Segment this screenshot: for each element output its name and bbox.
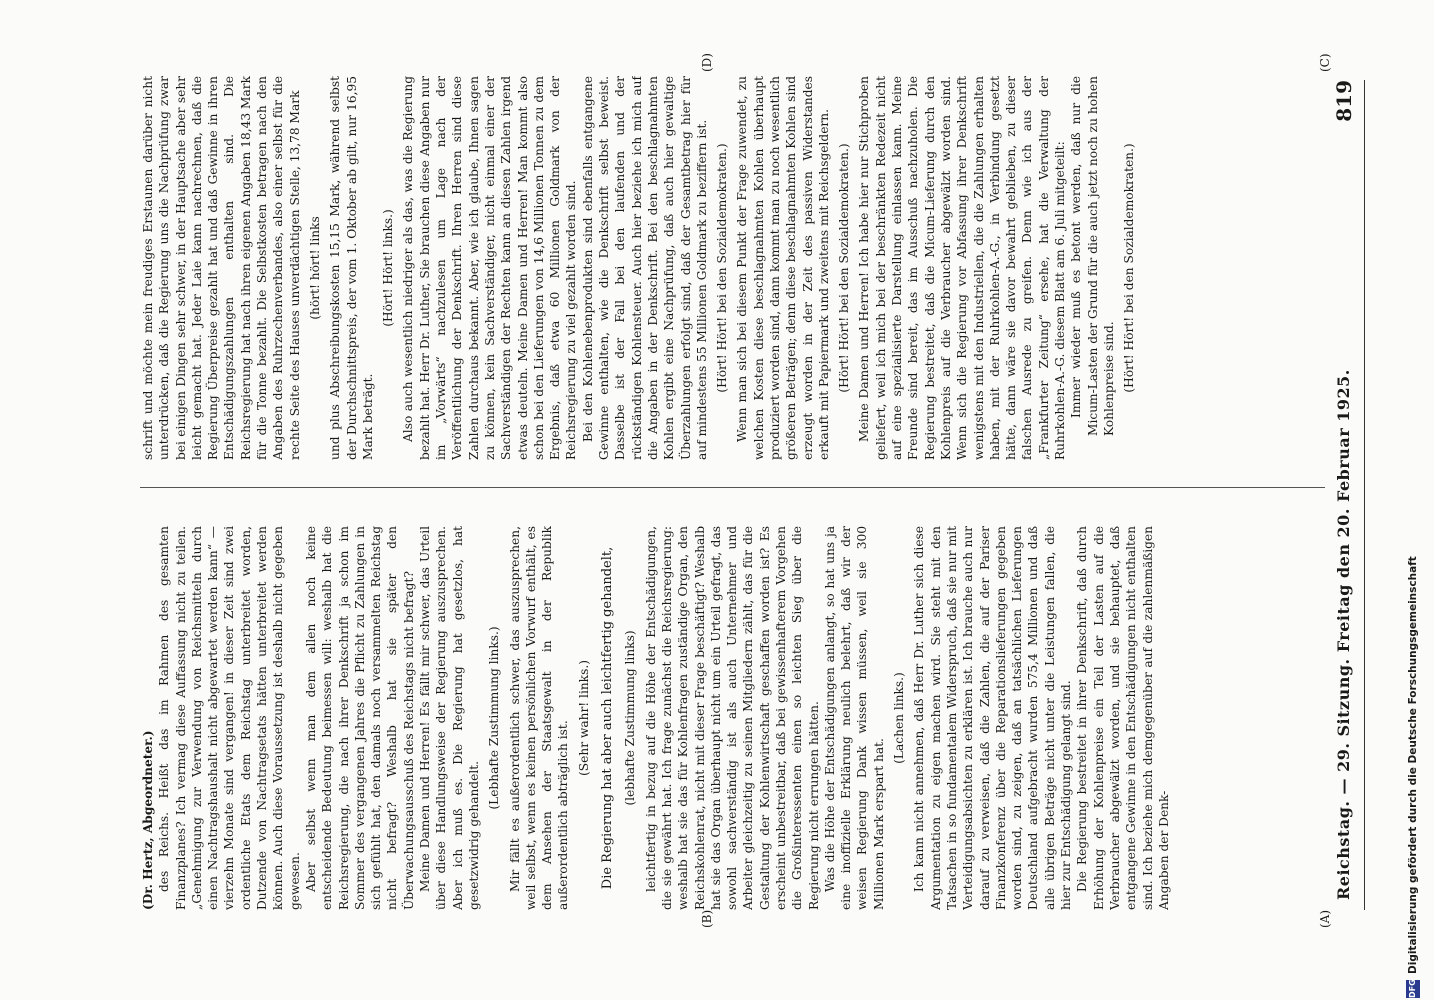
paragraph: des Reichs. Heißt das im Rahmen des gesamten Finanzplanes? Ich vermag diese Auffassung nicht zu teilen. „Genehmigung zur Verwendung von Reichsmitteln durch einen Nachtragshaushalt nicht abgewartet werden kann“ — vierzehn Monate sind vergangen! in dieser Zeit sind zwei ordentliche Etats dem Reichstag unterbreitet worden, Dutzende von Nachtragsetats hätten unterbreitet werden können. Auch diese Voraussetzung ist deshalb nicht gegeben gewesen. xyxy=(157,526,302,910)
interjection: (lebhafte Zustimmung links) xyxy=(623,630,638,806)
block-quote: Immer wieder muß es betont werden, daß nur die Micum-Lasten der Grund für die auch jetzt noch zu hohen Kohlenpreise sind. xyxy=(1069,76,1116,436)
interjection: (hört! hört! links xyxy=(307,216,322,320)
margin-mark-b: (B) xyxy=(700,909,714,928)
paragraph: Wenn man sich bei diesem Punkt der Frage zuwendet, zu welchen Kosten diese beschlagnahmten Kohlen überhaupt produziert worden sind, dann kommt man zu noch wesentlich größeren Beträgen; denn diese beschlagnahmten Kohlen sind erzeugt worden in der Zeit des passiven Widerstandes erkauft mit Papiermark und zweitens mit Reichsgeldern. xyxy=(735,76,831,460)
paragraph: Bei den Kohlenebenprodukten sind ebenfalls entgangene Gewinne enthalten, wie die Denkschrift selbst beweist. Dasselbe ist der Fall bei den laufenden und der rückständigen Kohlensteuer. Auch hier beziehe ich mich auf die Angaben in der Denkschrift. Bei den beschlagnahmten Kohlen ergibt eine Nachprüfung, daß auch hier gewaltige Überzahlungen erfolgt sind, daß der Gesamtbetrag hier für auf mindestens 55 Millionen Goldmark zu beziffern ist. xyxy=(580,76,709,460)
left-column xyxy=(140,526,1325,910)
paragraph: Aber selbst wenn man dem allen noch keine entscheidende Bedeutung beimessen will: weshalb hat die Reichsregierung, die nach ihrer Denkschrift ja schon im Sommer des vergangenen Jahres die Pflicht zu Zahlungen in sich gefühlt hat, den damals noch versammelten Reichstag nicht befragt? Weshalb hat sie später den Überwachungsausschuß des Reichstags nicht befragt? xyxy=(303,526,416,910)
paragraph: leichtfertig in bezug auf die Höhe der Entschädigungen, die sie gewährt hat. Ich frage zunächst die Reichsregierung: weshalb hat sie das für Kohlenfragen zuständige Organ, den Reichskohlenrat, nicht mit dieser Frage beschäftigt? Weshalb hat sie das Organ überhaupt nicht um ein Urteil gefragt, das sowohl sachverständig ist als auch Unternehmer und Arbeiter gleichzeitig zu seinen Mitgliedern zählt, das für die Gestaltung der Kohlenwirtschaft geschaffen worden ist? Es erscheint unbestreitbar, daß bei gewissenhafterem Vorgehen die Großinteressenten einen so leichten Sieg über die Regierung nicht errungen hätten. xyxy=(643,526,821,910)
right-column xyxy=(140,76,1325,460)
paragraph: und plus Abschreibungskosten 15,15 Mark, während selbst der Durchschnittspreis, der vom 1. Oktober ab gilt, nur 16,95 Mark beträgt. xyxy=(328,76,375,460)
column-divider xyxy=(140,487,1325,488)
speaker-line: (Dr. Hertz, Abgeordneter.) xyxy=(141,730,155,910)
margin-mark-a: (A) xyxy=(1318,909,1332,928)
page-number: 819 xyxy=(1332,80,1356,122)
dfg-logo: DFG xyxy=(1406,980,1420,998)
paragraph: Die Regierung bestreitet in ihrer Denkschrift, daß durch Erhöhung der Kohlenpreise ein Teil der Lasten auf die Verbraucher abgewälzt worden, und sie behauptet, daß entgangene Gewinne in den Entschädigungen nicht enthalten sind. Ich beziehe mich demgegenüber auf die zahlenmäßigen Angaben der Denk- xyxy=(1075,526,1171,910)
paragraph: Also auch wesentlich niedriger als das, was die Regierung bezahlt hat. Herr Dr. Luther, Sie brauchen diese Angaben nur im „Vorwärts“ nachzulesen um Lage nach der Veröffentlichung der Denkschrift. Ihren Herren sind diese Zahlen durchaus bekannt. Aber, wie ich glaube, Ihnen sagen zu können, kein Sachverständiger, nicht einmal einer der Sachverständigen der Rechten kann an diesen Zahlen irgend etwas deuteln. Meine Damen und Herren! Man kommt also schon bei den Lieferungen von 14,6 Millionen Tonnen zu dem Ergebnis, daß etwa 60 Millionen Goldmark von der Reichsregierung zu viel gezahlt worden sind. xyxy=(401,76,579,460)
interjection: (Hört! Hört! bei den Sozialdemokraten.) xyxy=(715,143,730,393)
interjection: (Sehr wahr! links.) xyxy=(576,660,591,776)
paragraph: Meine Damen und Herren! Ich habe hier nur Stichproben geliefert, weil ich mich bei der beschränkten Redezeit nicht auf eine spezialisierte Darstellung einlassen kann. Meine Freunde sind bereit, das im Ausschuß nachzuholen. Die Regierung bestreitet, daß die Micum-Lieferung durch den Kohlenpreis auf die Verbraucher abgewälzt worden sind. Wenn sich die Regierung vor Abfassung ihrer Denkschrift wenigstens mit den Industriellen, die die Zahlungen erhalten haben, mit der Ruhrkohlen-A.-G., in Verbindung gesetzt hätte, dann wäre sie davor bewahrt geblieben, zu dieser falschen Ausrede zu greifen. Denn wie ich aus der „Frankfurter Zeitung“ ersehe, hat die Verwaltung der Ruhrkohlen-A.-G. diesem Blatt am 6. Juli mitgeteilt: xyxy=(857,76,1068,460)
emphasis-caption: Die Regierung hat aber auch leichtfertig gehandelt, xyxy=(600,546,616,890)
paragraph: Was die Höhe der Entschädigungen anlangt, so hat uns ja eine inoffizielle Erklärung neulich belehrt, daß wir der weisen Regierung Dank wissen müssen, weil sie 300 Millionen Mark erspart hat. xyxy=(822,526,886,910)
interjection: (Hört! Hört! bei den Sozialdemokraten.) xyxy=(1122,143,1137,393)
page-header xyxy=(1330,80,1365,910)
interjection: (Lachen links.) xyxy=(892,672,907,764)
paragraph: Ich kann nicht annehmen, daß Herr Dr. Luther sich diese Argumentation zu eigen machen wird. Sie steht mit den Tatsachen in so fundamentalem Widerspruch, daß sie nur mit Verteidigungsabsichten zu erklären ist. Ich brauche auch nur darauf zu verweisen, daß die Zahlen, die auf der Pariser Finanzkonferenz über die Reparationslieferungen gegeben worden sind, zu zeigen, daß an tatsächlichen Lieferungen Deutschland aufgebracht wurden 575,4 Millionen und daß alle übrigen Beträge nicht unter die Leistungen fallen, die hier zur Entschädigung gelangt sind. xyxy=(912,526,1074,910)
paragraph: Mir fällt es außerordentlich schwer, das auszusprechen, weil selbst, wenn es keinen persönlichen Vorwurf enthält, es dem Ansehen der Staatsgewalt in der Republik außerordentlich abträglich ist. xyxy=(507,526,571,910)
running-title: Reichstag. — 29. Sitzung. Freitag den 20. Februar 1925. xyxy=(1334,369,1353,900)
margin-mark-c: (C) xyxy=(1318,53,1332,72)
margin-mark-d: (D) xyxy=(700,53,714,72)
paragraph: schrift und möchte mein freudiges Erstaunen darüber nicht unterdrücken, daß die Regierung uns die Nachprüfung zwar bei einigen Dingen sehr schwer, in der Hauptsache aber sehr leicht gemacht hat. Jeder Laie kann nachrechnen, daß die Regierung Überpreise gezahlt hat und daß Gewinne in ihren Entschädigungszahlungen enthalten sind. Die Reichsregierung hat nach ihren eigenen Angaben 18,43 Mark für die Tonne bezahlt. Die Selbstkosten betragen nach den Angaben des Ruhrzechenverbandes, also einer selbst für die rechte Seite des Hauses unverdächtigen Stelle, 13,78 Mark xyxy=(141,76,302,460)
interjection: (Hört! Hört! links.) xyxy=(381,209,396,327)
credit-text: Digitalisierung gefördert durch die Deutsche Forschungsgemeinschaft xyxy=(1407,556,1419,974)
interjection: (Hört! Hört! bei den Sozialdemokraten.) xyxy=(837,143,852,393)
interjection: (Lebhafte Zustimmung links.) xyxy=(487,626,502,810)
digitization-credit xyxy=(1402,0,1426,1000)
paragraph: Meine Damen und Herren! Es fällt mir schwer, das Urteil über diese Handlungsweise der Regierung auszusprechen. Aber ich muß es. Die Regierung hat gesetzlos, hat gesetzwidrig gehandelt. xyxy=(418,526,481,910)
